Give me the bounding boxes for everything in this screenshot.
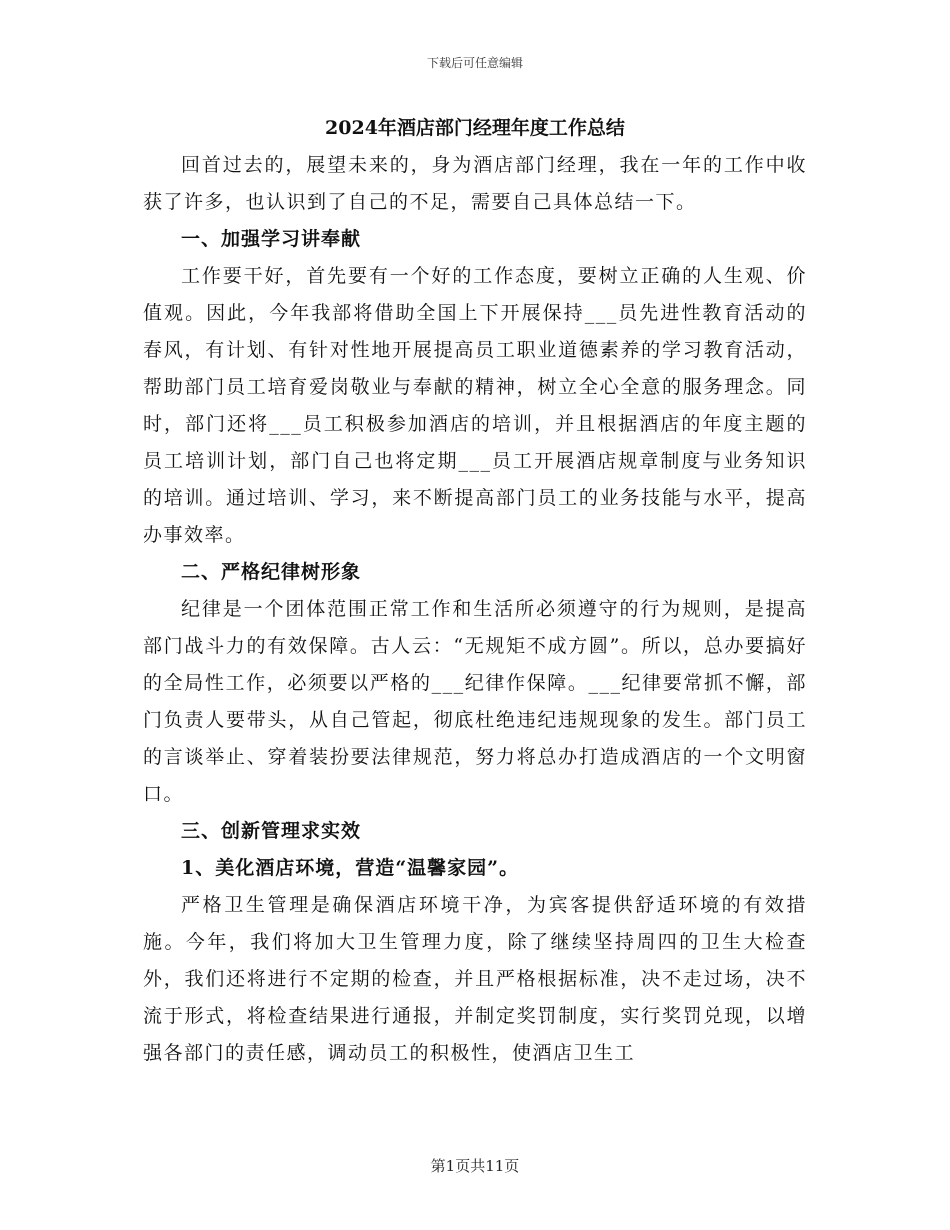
paragraph: 纪律是一个团体范围正常工作和生活所必须遵守的行为规则，是提高部门战斗力的有效保障。古人云：“无规矩不成方圆”。所以，总办要搞好的全局性工作，必须要以严格的___纪律作保障。___纪律要常抓不懈，部门负责人要带头，从自己管起，彻底杜绝违纪违规现象的发生。部门员工的言谈举止、穿着装扮要法律规范，努力将总办打造成酒店的一个文明窗口。 (143, 598, 807, 805)
paragraph: 严格卫生管理是确保酒店环境干净，为宾客提供舒适环境的有效措施。今年，我们将加大卫生管理力度，除了继续坚持周四的卫生大检查外，我们还将进行不定期的检查，并且严格根据标准，决不走过场，决不流于形式，将检查结果进行通报，并制定奖罚制度，实行奖罚兑现，以增强各部门的责任感，调动员工的积极性，使酒店卫生工 (143, 894, 807, 1064)
page-number: 第1页共11页 (430, 1157, 520, 1175)
section-heading: 三、创新管理求实效 (181, 820, 362, 842)
section-heading: 一、加强学习讲奉献 (181, 228, 362, 250)
document-body (143, 113, 807, 1072)
subsection-heading: 1、美化酒店环境，营造“温馨家园”。 (181, 857, 520, 879)
page-header-note: 下载后可任意编辑 (426, 56, 523, 70)
document-title: 2024年酒店部门经理年度工作总结 (325, 117, 625, 139)
section-heading: 二、严格纪律树形象 (181, 561, 362, 583)
paragraph: 工作要干好，首先要有一个好的工作态度，要树立正确的人生观、价值观。因此，今年我部将借助全国上下开展保持___员先进性教育活动的春风，有计划、有针对性地开展提高员工职业道德素养的学习教育活动，帮助部门员工培育爱岗敬业与奉献的精神，树立全心全意的服务理念。同时，部门还将___员工积极参加酒店的培训，并且根据酒店的年度主题的员工培训计划，部门自己也将定期___员工开展酒店规章制度与业务知识的培训。通过培训、学习，来不断提高部门员工的业务技能与水平，提高办事效率。 (143, 265, 807, 546)
paragraph: 回首过去的，展望未来的，身为酒店部门经理，我在一年的工作中收获了许多，也认识到了自己的不足，需要自己具体总结一下。 (143, 154, 807, 213)
